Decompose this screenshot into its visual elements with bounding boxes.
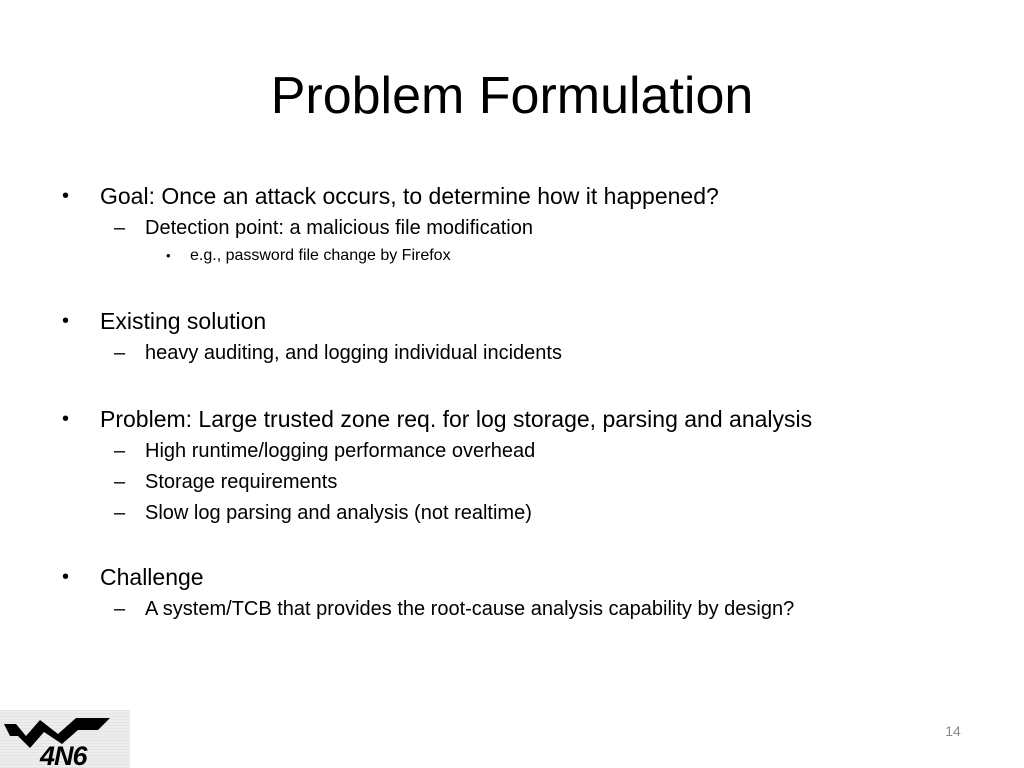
bullet-marker: • bbox=[62, 408, 70, 430]
bullet-marker: • bbox=[62, 185, 70, 207]
dash-marker: – bbox=[114, 502, 126, 524]
bullet-text: Problem: Large trusted zone req. for log storage, parsing and analysis bbox=[100, 406, 813, 432]
bullet-marker: • bbox=[62, 566, 70, 588]
dash-marker: – bbox=[114, 598, 126, 620]
sub-bullet-text: heavy auditing, and logging individual incidents bbox=[145, 342, 562, 364]
sub-bullet-text: Slow log parsing and analysis (not realtime) bbox=[145, 502, 532, 524]
bullet-marker: • bbox=[166, 248, 171, 263]
sub-bullet-text: High runtime/logging performance overhead bbox=[145, 440, 536, 462]
slide-number: 14 bbox=[945, 723, 961, 739]
4n6-logo-icon bbox=[0, 710, 130, 768]
sub-sub-bullet-text: e.g., password file change by Firefox bbox=[190, 247, 451, 264]
slide-title: Problem Formulation bbox=[270, 67, 754, 125]
sub-bullet-text: Storage requirements bbox=[145, 471, 338, 493]
dash-marker: – bbox=[114, 217, 126, 239]
sub-bullet-text: Detection point: a malicious file modification bbox=[145, 217, 533, 239]
4n6-logo bbox=[0, 710, 130, 768]
bullet-marker: • bbox=[62, 310, 70, 332]
dash-marker: – bbox=[114, 471, 126, 493]
dash-marker: – bbox=[114, 440, 126, 462]
svg-text:4N6: 4N6 bbox=[40, 741, 87, 768]
bullet-text: Existing solution bbox=[100, 308, 267, 334]
bullet-text: Goal: Once an attack occurs, to determine how it happened? bbox=[100, 183, 719, 209]
dash-marker: – bbox=[114, 342, 126, 364]
bullet-text: Challenge bbox=[100, 564, 204, 590]
sub-bullet-text: A system/TCB that provides the root-cause analysis capability by design? bbox=[145, 598, 795, 620]
